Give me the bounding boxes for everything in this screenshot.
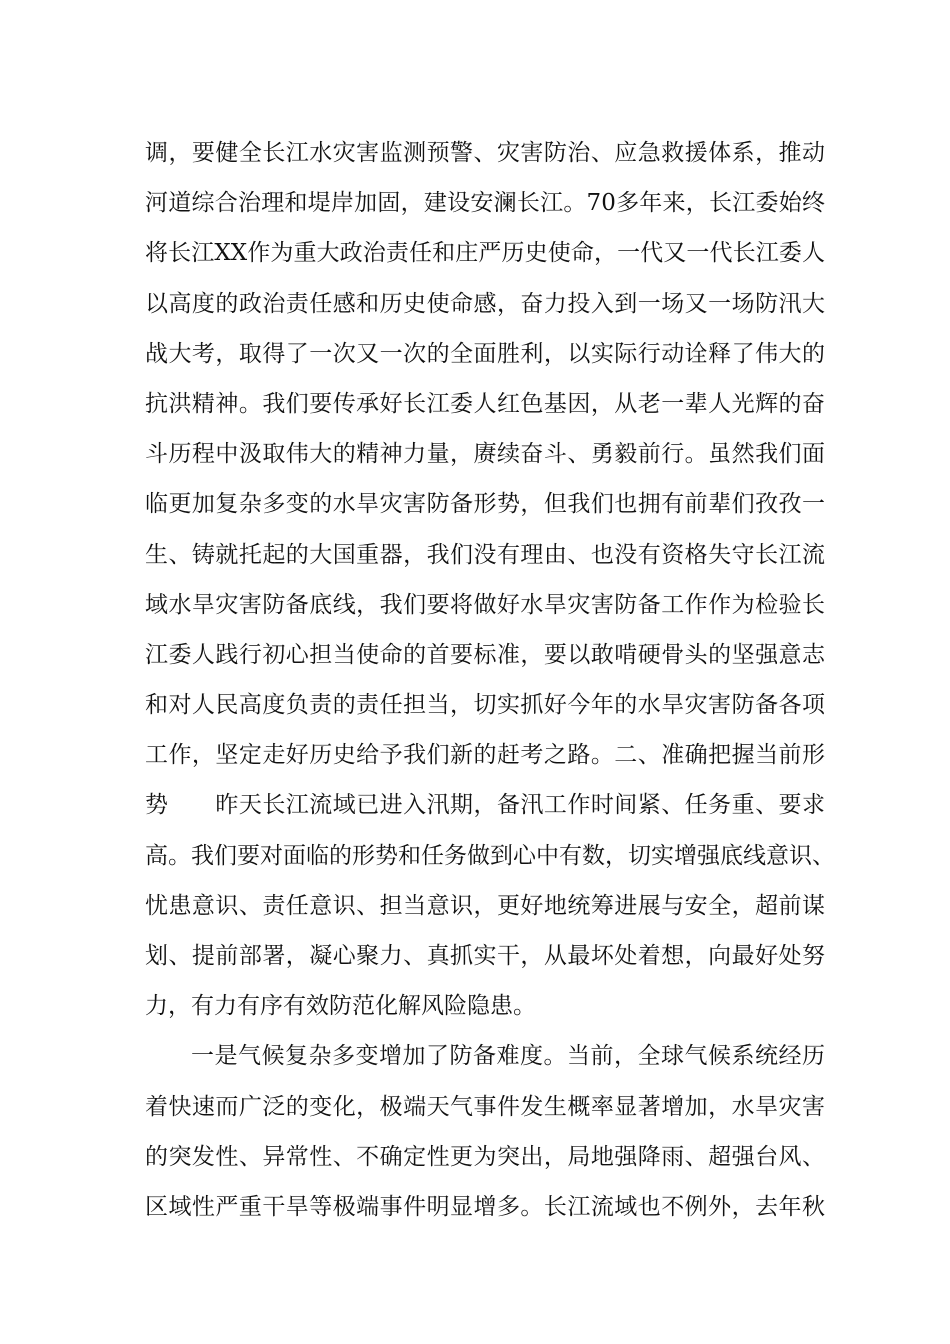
text-line-15: 高。我们要对面临的形势和任务做到心中有数，切实增强底线意识、	[145, 842, 835, 869]
text-line-8: 临更加复杂多变的水旱灾害防备形势，但我们也拥有前辈们孜孜一	[145, 491, 825, 518]
text-line-9: 生、铸就托起的大国重器，我们没有理由、也没有资格失守长江流	[145, 541, 825, 568]
text-line-1: 调，要健全长江水灾害监测预警、灾害防治、应急救援体系，推动	[145, 140, 825, 166]
text-line-19: 一是气候复杂多变增加了防备难度。当前，全球气候系统经历	[191, 1043, 825, 1070]
text-line-14: 势 昨天长江流域已进入汛期，备汛工作时间紧、任务重、要求	[145, 792, 825, 819]
text-line-18: 力，有力有序有效防范化解风险隐患。	[145, 993, 536, 1020]
text-line-20: 着快速而广泛的变化，极端天气事件发生概率显著增加，水旱灾害	[145, 1093, 825, 1120]
text-line-2: 河道综合治理和堤岸加固，建设安澜长江。70多年来，长江委始终	[145, 190, 825, 217]
text-line-5: 战大考，取得了一次又一次的全面胜利，以实际行动诠释了伟大的	[145, 340, 825, 367]
text-line-11: 江委人践行初心担当使命的首要标准，要以敢啃硬骨头的坚强意志	[145, 641, 825, 668]
text-line-22: 区域性严重干旱等极端事件明显增多。长江流域也不例外，去年秋	[145, 1193, 825, 1220]
text-line-3: 将长江XX作为重大政治责任和庄严历史使命，一代又一代长江委人	[145, 240, 825, 267]
text-line-21: 的突发性、异常性、不确定性更为突出，局地强降雨、超强台风、	[145, 1143, 825, 1170]
text-line-4: 以高度的政治责任感和历史使命感，奋力投入到一场又一场防汛大	[145, 290, 825, 317]
text-line-17: 划、提前部署，凝心聚力、真抓实干，从最坏处着想，向最好处努	[145, 943, 825, 969]
text-line-7: 斗历程中汲取伟大的精神力量，赓续奋斗、勇毅前行。虽然我们面	[145, 441, 825, 468]
text-line-16: 忧患意识、责任意识、担当意识，更好地统筹进展与安全，超前谋	[145, 892, 825, 919]
text-line-10: 域水旱灾害防备底线，我们要将做好水旱灾害防备工作作为检验长	[145, 591, 825, 618]
body-text	[145, 128, 835, 1232]
text-line-6: 抗洪精神。我们要传承好长江委人红色基因，从老一辈人光辉的奋	[145, 390, 825, 417]
text-line-13: 工作，坚定走好历史给予我们新的赶考之路。二、准确把握当前形	[145, 742, 825, 769]
text-line-12: 和对人民高度负责的责任担当，切实抓好今年的水旱灾害防备各项	[145, 692, 825, 719]
